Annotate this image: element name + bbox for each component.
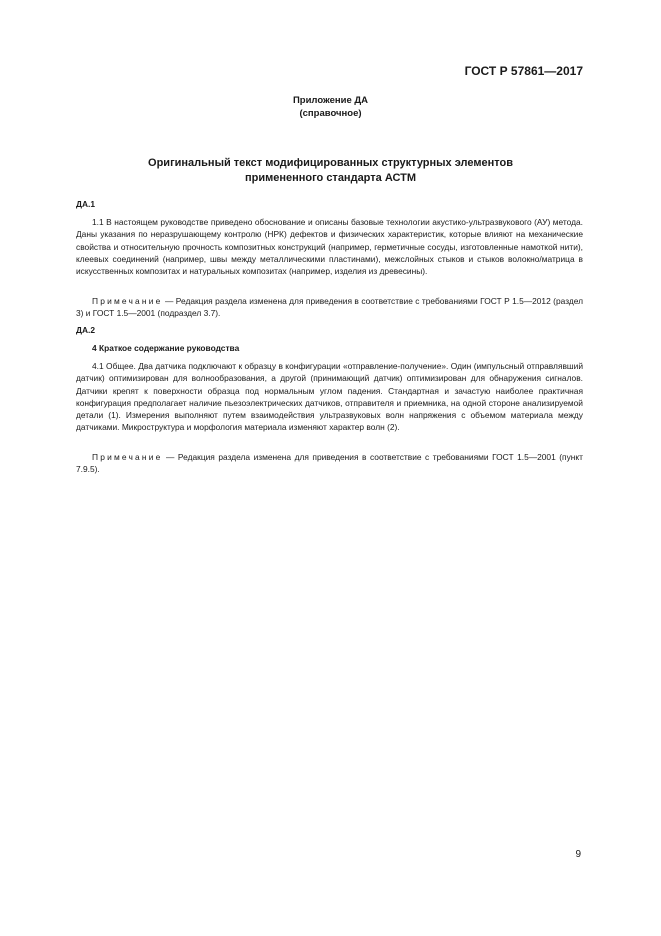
document-code: ГОСТ Р 57861—2017 xyxy=(464,64,583,78)
appendix-title: Приложение ДА xyxy=(292,95,369,106)
note-label: Примечание xyxy=(92,452,163,462)
note-da2 xyxy=(76,451,583,476)
note-text: — Редакция раздела изменена для приведения в соответствие с требованиями ГОСТ Р 1.5—2012 (раздел 3) и ГОСТ 1.5—2001 (подраздел 3.7). xyxy=(76,296,583,319)
note-label: Примечание xyxy=(92,296,163,306)
paragraph-da2-4-1: 4.1 Общее. Два датчика подключают к образцу в конфигурации «отправление-получение». Один (импульсный отправлявший датчик) оптимизирован для волнообразования, а другой (принимающий датчик) оптимизирован для обнаружения сигналов. Датчики крепят к поверхности образца под нормальным углом падения. Стандартная и зачастую наиболее практичная конфигурация предполагает наличие пьезоэлектрических датчиков, отправителя и приемника, на одной стороне анализируемой детали (1). Измерения выполняют путем взаимодействия ультразвуковых волн напряжения с объемом материала между датчиками. Микроструктура и морфология материала изменяют характер волн (2). xyxy=(76,361,583,433)
page-number: 9 xyxy=(575,849,581,860)
note-text: — Редакция раздела изменена для приведения в соответствие с требованиями ГОСТ 1.5—2001 (пункт 7.9.5). xyxy=(76,452,583,475)
appendix-type: (справочное) xyxy=(299,108,362,119)
heading-da1: ДА.1 xyxy=(76,199,95,209)
section-title-line-1: Оригинальный текст модифицированных структурных элементов xyxy=(148,157,513,169)
paragraph-da1-1-1: 1.1 В настоящем руководстве приведено обоснование и описаны базовые технологии акустико-ультразвукового (АУ) метода. Даны указания по неразрушающему контролю (НРК) дефектов и физических характеристик, которые влияют на механические свойства и относительную прочность композитных конструкций (например, герметичные сосуды, изготовленные намоткой нити), клеевых соединений (например, швы между металлическими пластинами), межслойных стыков и стыков волокно/матрица в искусственных композитах и натуральных композитах (например, изделия из древесины). xyxy=(76,217,583,277)
heading-da2: ДА.2 xyxy=(76,325,95,335)
subheading-da2: 4 Краткое содержание руководства xyxy=(92,343,240,353)
note-da1 xyxy=(76,295,583,320)
section-title-line-2: примененного стандарта АСТМ xyxy=(244,172,417,184)
